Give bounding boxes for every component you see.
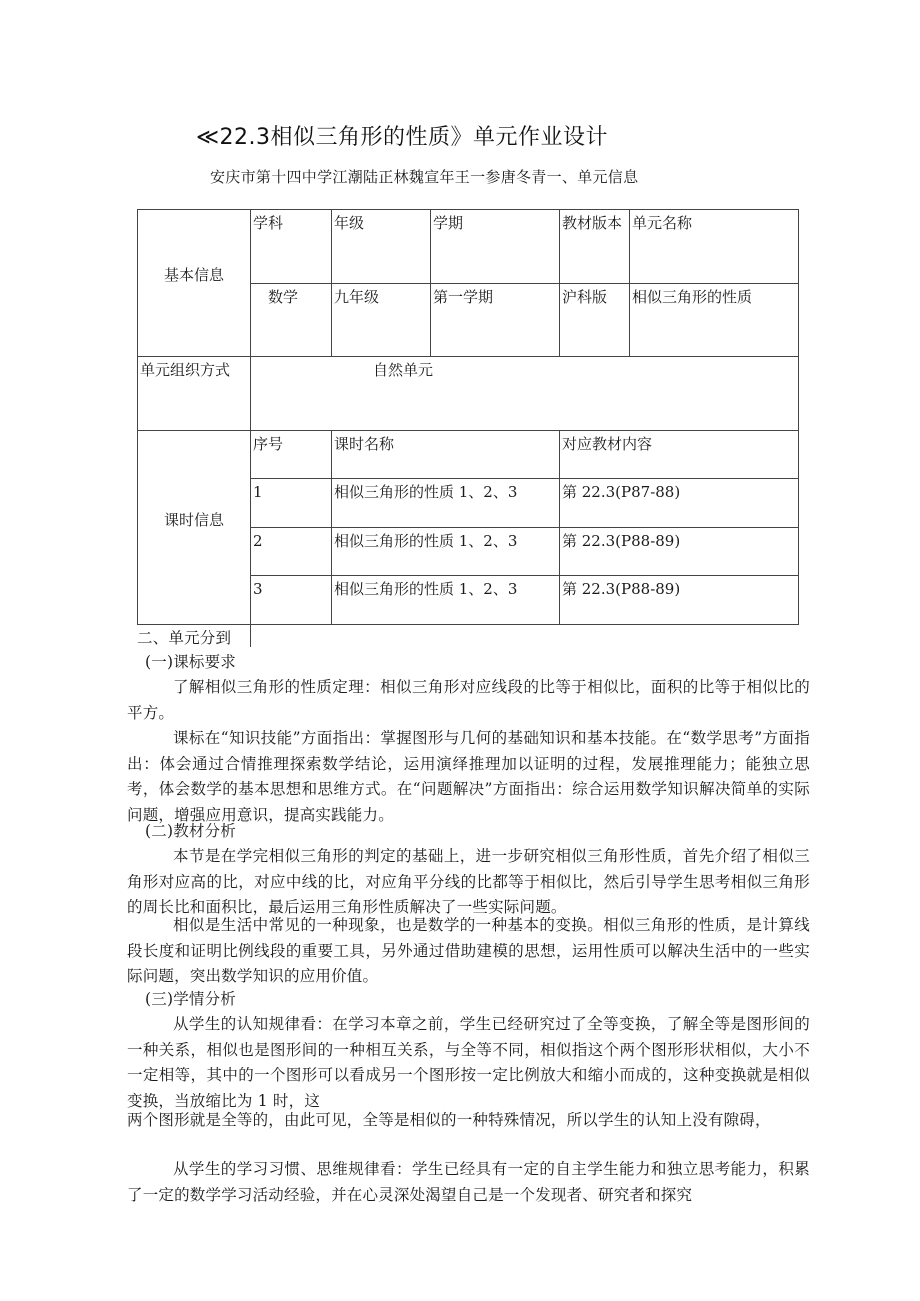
paragraph-curriculum-2: 课标在“知识技能”方面指出：掌握图形与几何的基础知识和基本技能。在“数学思考”方面指出：体会通过合情推理探索数学结论，运用演绎推理加以证明的过程，发展推理能力；能独立思考，体会数学的基本思想和思维方式。在“问题解决”方面指出：综合运用数学知识解决简单的实际问题，增强应用意识，提高实践能力。 xyxy=(127,729,810,824)
document-title: ≪22.3相似三角形的性质》单元作业设计 xyxy=(196,125,609,150)
paragraph-curriculum-1: 了解相似三角形的性质定理：相似三角形对应线段的比等于相似比，面积的比等于相似比的平方。 xyxy=(127,678,810,722)
header-edition: 教材版本 xyxy=(560,210,630,284)
value-edition: 沪科版 xyxy=(560,284,630,357)
author-line: 安庆市第十四中学江潮陆正林魏宣年王一参唐冬青一、单元信息 xyxy=(210,168,639,186)
subheading-curriculum: (一)课标要求 xyxy=(145,653,236,671)
table-tail-line xyxy=(250,625,251,647)
lesson-header-content: 对应教材内容 xyxy=(560,431,799,479)
lesson-no: 1 xyxy=(251,479,332,528)
lesson-no: 2 xyxy=(251,528,332,576)
subheading-textbook: (二)教材分析 xyxy=(145,822,236,840)
lesson-name: 相似三角形的性质 1、2、3 xyxy=(332,528,560,576)
paragraph-students-2: 从学生的学习习惯、思维规律看：学生已经具有一定的自主学生能力和独立思考能力，积累了一定的数学学习活动经验，并在心灵深处渴望自己是一个发现者、研究者和探究 xyxy=(127,1160,810,1204)
org-value: 自然单元 xyxy=(251,357,799,431)
paragraph-students-1: 从学生的认知规律看：在学习本章之前，学生已经研究过了全等变换，了解全等是图形间的一种关系，相似也是图形间的一种相互关系，与全等不同，相似指这个两个图形形状相似，大小不一定相等，其中的一个图形可以看成另一个图形按一定比例放大和缩小而成的，这种变换就是相似变换，当放缩比为 1 时，这 xyxy=(127,1015,810,1110)
header-unit-name: 单元名称 xyxy=(630,210,799,284)
value-subject: 数学 xyxy=(251,284,332,357)
section-heading: 二、单元分到 xyxy=(137,629,232,647)
value-term: 第一学期 xyxy=(431,284,560,357)
lesson-info-label: 课时信息 xyxy=(138,431,251,625)
lesson-header-name: 课时名称 xyxy=(332,431,560,479)
basic-info-label: 基本信息 xyxy=(138,210,251,357)
lesson-no: 3 xyxy=(251,576,332,625)
header-subject: 学科 xyxy=(251,210,332,284)
lesson-name: 相似三角形的性质 1、2、3 xyxy=(332,479,560,528)
org-label: 单元组织方式 xyxy=(138,357,251,431)
value-grade: 九年级 xyxy=(332,284,431,357)
paragraph-students-1-cont: 两个图形就是全等的，由此可见，全等是相似的一种特殊情况，所以学生的认知上没有隙碍， xyxy=(127,1111,771,1129)
unit-info-table xyxy=(137,209,799,625)
lesson-header-no: 序号 xyxy=(251,431,332,479)
lesson-content: 第 22.3(P87-88) xyxy=(560,479,799,528)
paragraph-textbook-2: 相似是生活中常见的一种现象，也是数学的一种基本的变换。相似三角形的性质，是计算线段长度和证明比例线段的重要工具，另外通过借助建模的思想，运用性质可以解决生活中的一些实际问题，突出数学知识的应用价值。 xyxy=(127,916,810,985)
lesson-content: 第 22.3(P88-89) xyxy=(560,576,799,625)
value-unit-name: 相似三角形的性质 xyxy=(630,284,799,357)
paragraph-textbook-1: 本节是在学完相似三角形的判定的基础上，进一步研究相似三角形性质，首先介绍了相似三角形对应高的比，对应中线的比，对应角平分线的比都等于相似比，然后引导学生思考相似三角形的周长比和面积比，最后运用三角形性质解决了一些实际问题。 xyxy=(127,847,810,916)
lesson-content: 第 22.3(P88-89) xyxy=(560,528,799,576)
header-grade: 年级 xyxy=(332,210,431,284)
lesson-name: 相似三角形的性质 1、2、3 xyxy=(332,576,560,625)
subheading-students: (三)学情分析 xyxy=(145,990,236,1008)
header-term: 学期 xyxy=(431,210,560,284)
